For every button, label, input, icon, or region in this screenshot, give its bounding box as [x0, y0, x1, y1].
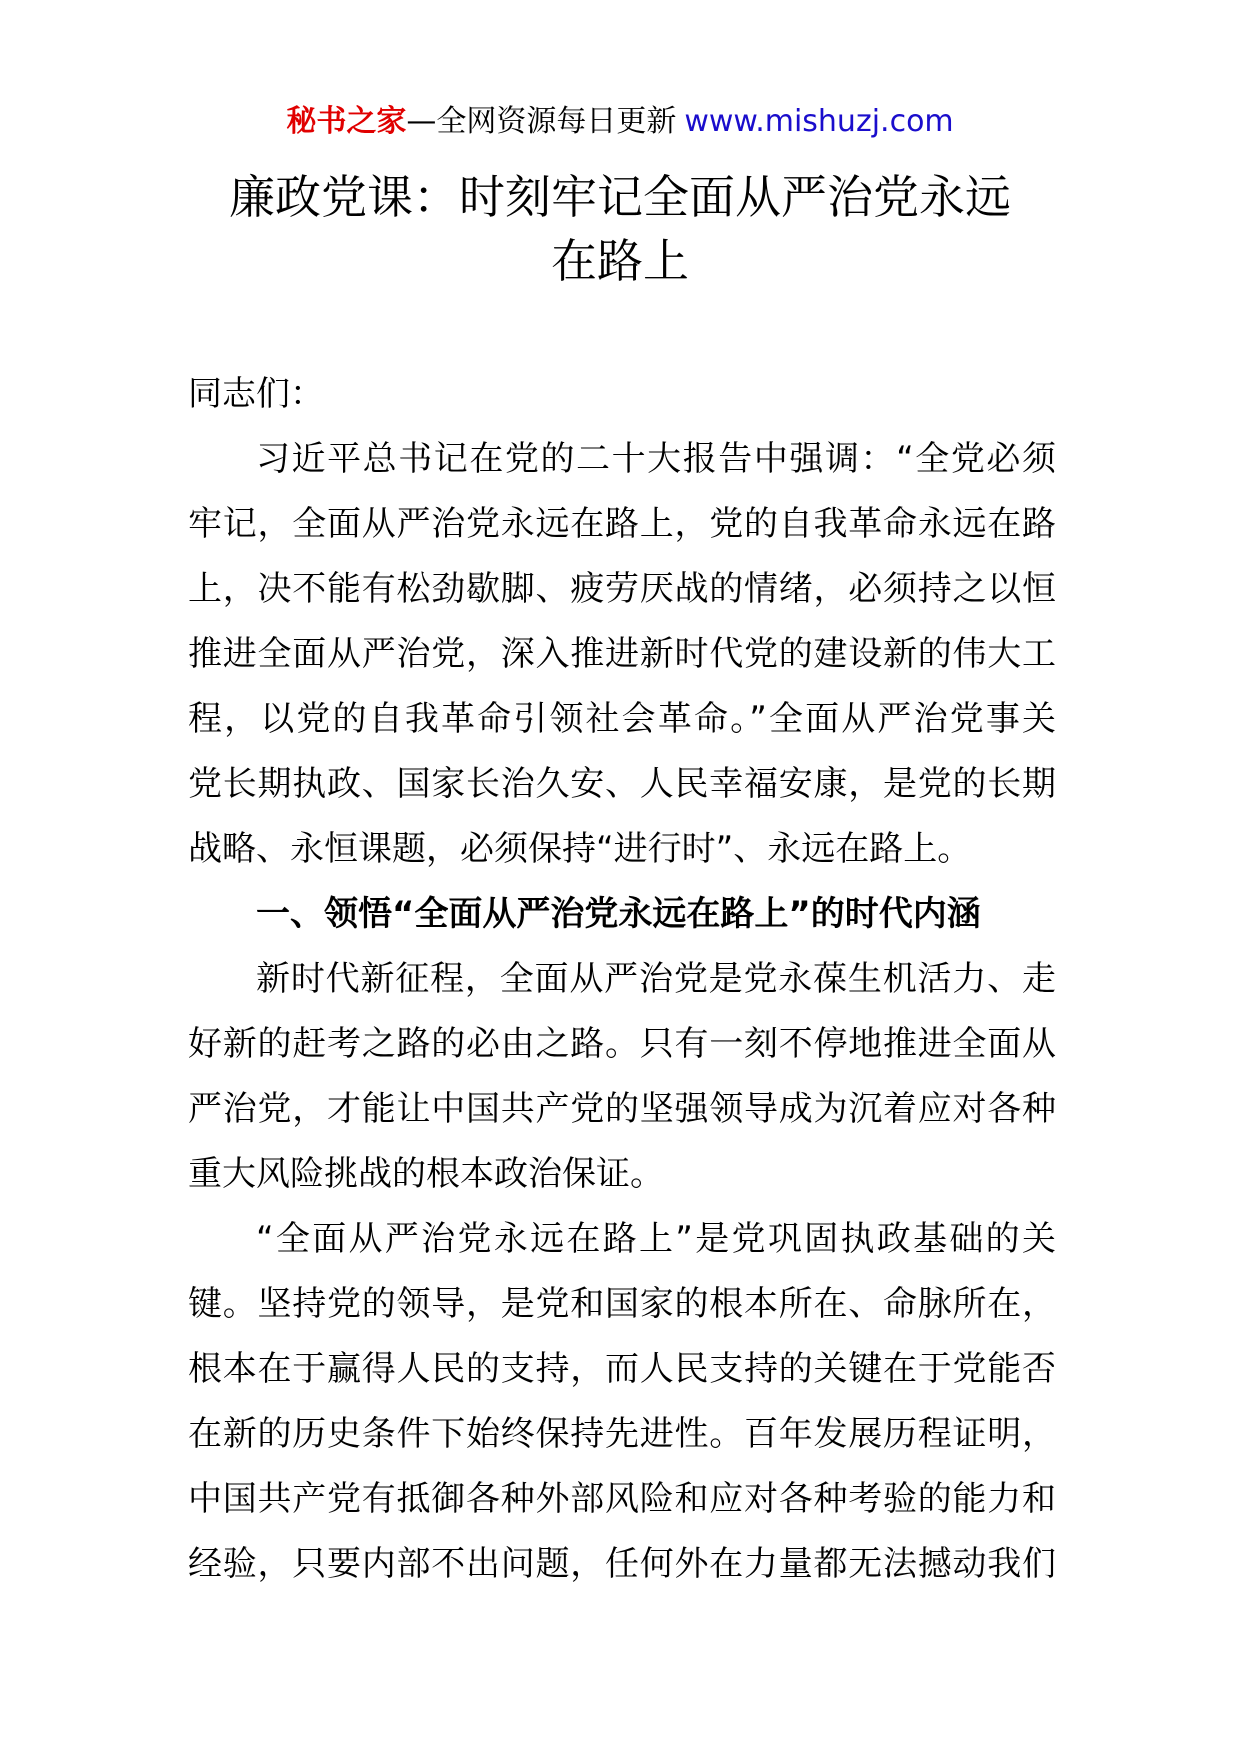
brand-name: 秘书之家 — [286, 104, 407, 139]
section-heading: 一、领悟“全面从严治党永远在路上”的时代内涵 — [256, 894, 981, 934]
paragraph-line: 在新的历史条件下始终保持先进性。百年发展历程证明， — [188, 1414, 1056, 1454]
site-header — [0, 102, 1240, 142]
paragraph-line: 习近平总书记在党的二十大报告中强调：“全党必须 — [256, 439, 1056, 479]
paragraph-line: 严治党，才能让中国共产党的坚强领导成为沉着应对各种 — [188, 1089, 1056, 1129]
paragraph-line: 党长期执政、国家长治久安、人民幸福安康，是党的长期 — [188, 764, 1056, 804]
paragraph-line: 键。坚持党的领导，是党和国家的根本所在、命脉所在， — [188, 1284, 1056, 1324]
paragraph-line: 重大风险挑战的根本政治保证。 — [188, 1154, 664, 1194]
title-line-1: 廉政党课：时刻牢记全面从严治党永远 — [229, 170, 1011, 224]
paragraph-line: 战略、永恒课题，必须保持“进行时”、永远在路上。 — [188, 829, 972, 869]
paragraph-line: 上，决不能有松劲歇脚、疲劳厌战的情绪，必须持之以恒 — [188, 569, 1056, 609]
brand-slogan: —全网资源每日更新 — [406, 104, 677, 139]
paragraph-line: 牢记，全面从严治党永远在路上，党的自我革命永远在路 — [188, 504, 1056, 544]
paragraph-line: 新时代新征程，全面从严治党是党永葆生机活力、走 — [256, 959, 1056, 999]
paragraph-line: “全面从严治党永远在路上”是党巩固执政基础的关 — [256, 1219, 1056, 1259]
document-body — [188, 362, 1056, 1597]
document-title — [0, 165, 1240, 293]
site-url-link[interactable]: www.mishuzj.com — [684, 104, 954, 139]
title-line-2: 在路上 — [551, 234, 689, 288]
paragraph-line: 推进全面从严治党，深入推进新时代党的建设新的伟大工 — [188, 634, 1056, 674]
paragraph-line: 中国共产党有抵御各种外部风险和应对各种考验的能力和 — [188, 1479, 1056, 1519]
paragraph-line: 程，以党的自我革命引领社会革命。”全面从严治党事关 — [188, 699, 1056, 739]
paragraph-line: 好新的赶考之路的必由之路。只有一刻不停地推进全面从 — [188, 1024, 1056, 1064]
paragraph-line: 根本在于赢得人民的支持，而人民支持的关键在于党能否 — [188, 1349, 1056, 1389]
salutation: 同志们： — [188, 374, 324, 414]
paragraph-line: 经验，只要内部不出问题，任何外在力量都无法撼动我们 — [188, 1544, 1056, 1584]
